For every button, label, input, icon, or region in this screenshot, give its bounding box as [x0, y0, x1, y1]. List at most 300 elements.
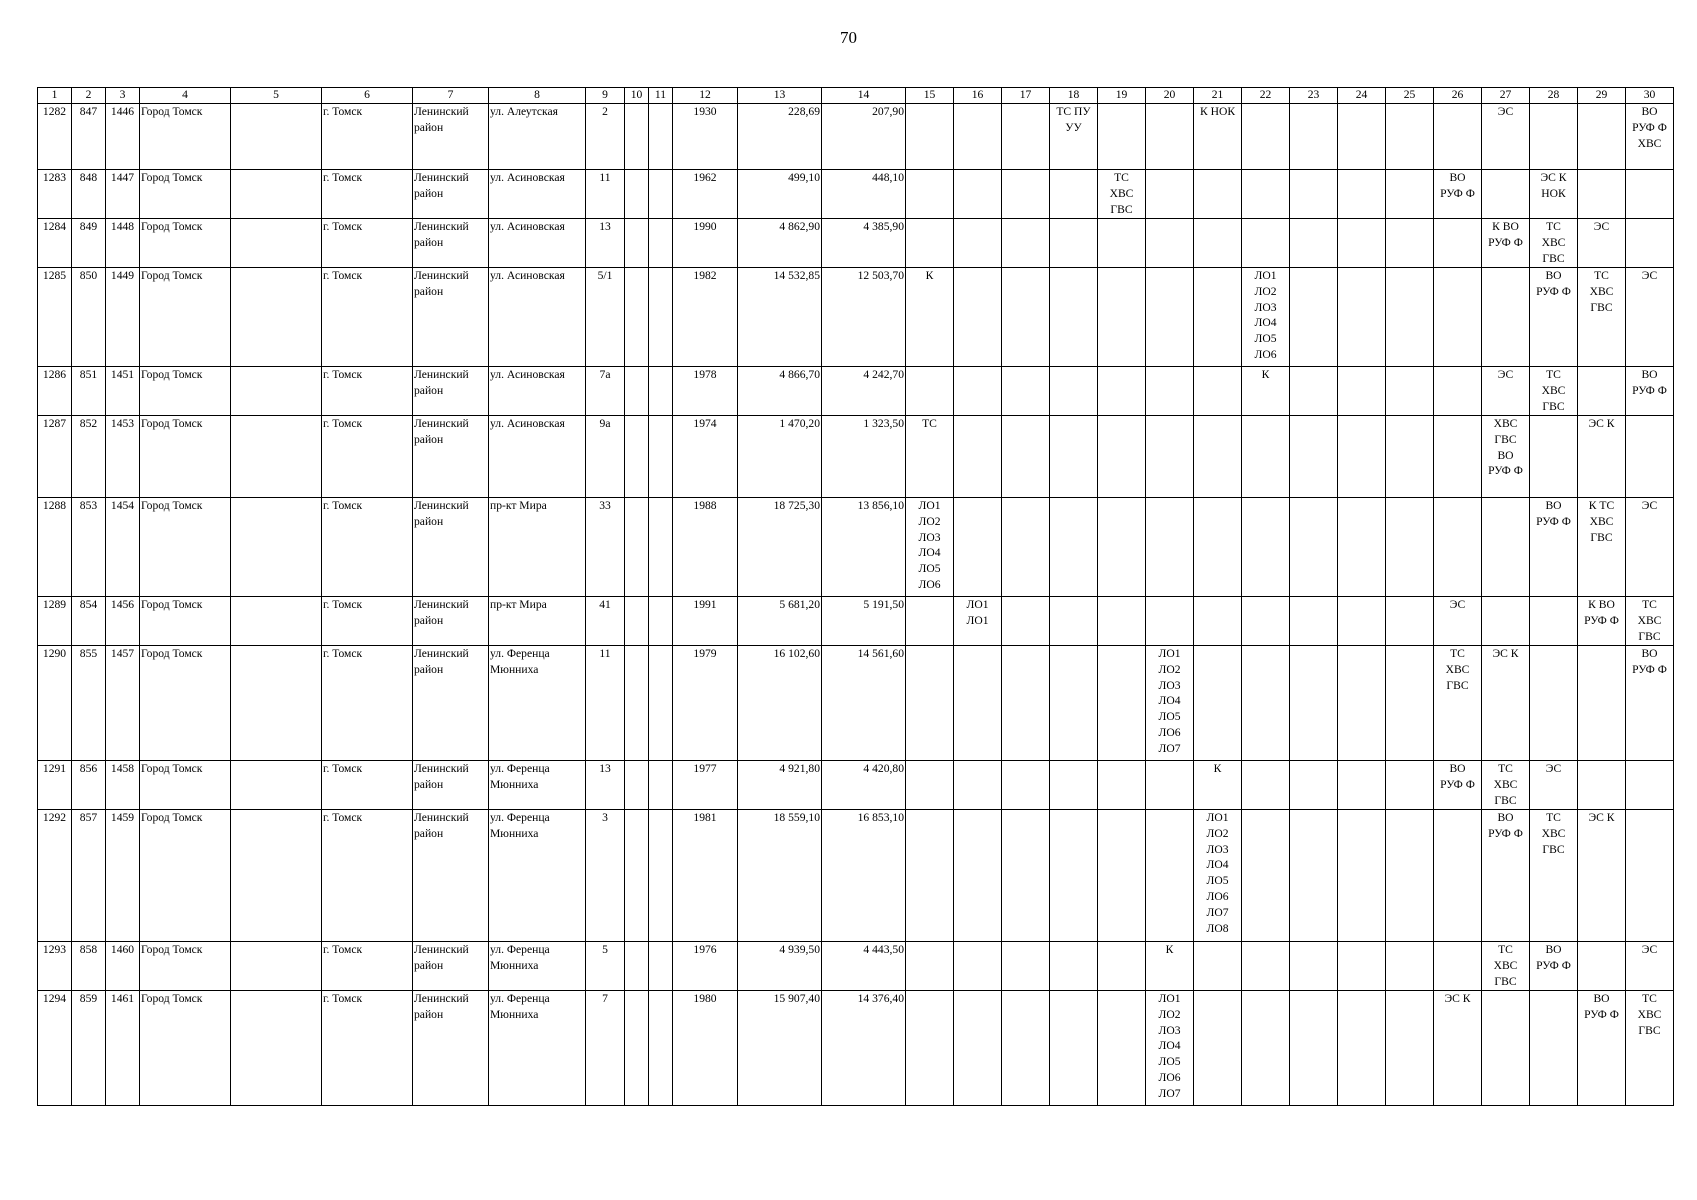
register-table — [37, 87, 1674, 1106]
table-cell-col-17 — [1002, 498, 1050, 597]
table-cell-col-2: 854 — [72, 597, 106, 646]
table-cell-col-22 — [1242, 597, 1290, 646]
table-cell-col-3: 1446 — [106, 104, 140, 170]
table-cell-col-24 — [1338, 268, 1386, 367]
table-cell-col-26: ТС ХВС ГВС — [1434, 646, 1482, 761]
table-cell-col-15 — [906, 810, 954, 942]
table-cell-col-3: 1451 — [106, 367, 140, 416]
table-cell-col-7: Ленинский район — [413, 367, 489, 416]
table-cell-col-25 — [1386, 219, 1434, 268]
table-cell-col-23 — [1290, 597, 1338, 646]
table-cell-col-5 — [231, 991, 322, 1106]
table-cell-col-4: Город Томск — [140, 991, 231, 1106]
table-cell-col-24 — [1338, 991, 1386, 1106]
table-cell-col-16 — [954, 104, 1002, 170]
table-cell-col-7: Ленинский район — [413, 810, 489, 942]
table-cell-col-23 — [1290, 498, 1338, 597]
table-cell-col-15 — [906, 219, 954, 268]
table-cell-col-15 — [906, 942, 954, 991]
table-cell-col-21 — [1194, 170, 1242, 219]
table-cell-col-20 — [1146, 597, 1194, 646]
table-cell-col-5 — [231, 367, 322, 416]
table-cell-col-10 — [625, 416, 649, 498]
table-cell-col-28: ТС ХВС ГВС — [1530, 367, 1578, 416]
table-cell-col-13: 4 866,70 — [738, 367, 822, 416]
table-cell-col-15: ТС — [906, 416, 954, 498]
table-cell-col-17 — [1002, 416, 1050, 498]
table-cell-col-27: ХВС ГВС ВО РУФ Ф — [1482, 416, 1530, 498]
table-cell-col-29: К ТС ХВС ГВС — [1578, 498, 1626, 597]
table-cell-col-6: г. Томск — [322, 991, 413, 1106]
table-cell-col-18 — [1050, 268, 1098, 367]
table-cell-col-12: 1978 — [673, 367, 738, 416]
table-cell-col-9: 3 — [586, 810, 625, 942]
column-header: 2 — [72, 88, 106, 104]
table-cell-col-17 — [1002, 597, 1050, 646]
column-header: 7 — [413, 88, 489, 104]
table-cell-col-22 — [1242, 942, 1290, 991]
table-cell-col-2: 849 — [72, 219, 106, 268]
table-cell-col-23 — [1290, 761, 1338, 810]
column-header: 27 — [1482, 88, 1530, 104]
table-cell-col-8: ул. Ференца Мюнниха — [489, 991, 586, 1106]
table-cell-col-18 — [1050, 498, 1098, 597]
table-cell-col-8: ул. Ференца Мюнниха — [489, 942, 586, 991]
table-cell-col-12: 1988 — [673, 498, 738, 597]
table-cell-col-1: 1289 — [38, 597, 72, 646]
table-cell-col-3: 1454 — [106, 498, 140, 597]
table-cell-col-24 — [1338, 170, 1386, 219]
table-cell-col-16 — [954, 268, 1002, 367]
table-cell-col-3: 1458 — [106, 761, 140, 810]
table-cell-col-8: ул. Асиновская — [489, 219, 586, 268]
table-cell-col-9: 13 — [586, 761, 625, 810]
table-cell-col-19 — [1098, 942, 1146, 991]
table-cell-col-4: Город Томск — [140, 498, 231, 597]
column-header: 18 — [1050, 88, 1098, 104]
table-cell-col-22: К — [1242, 367, 1290, 416]
table-cell-col-16 — [954, 761, 1002, 810]
table-cell-col-19 — [1098, 268, 1146, 367]
table-cell-col-18 — [1050, 597, 1098, 646]
table-cell-col-5 — [231, 268, 322, 367]
table-cell-col-10 — [625, 268, 649, 367]
table-cell-col-9: 2 — [586, 104, 625, 170]
table-cell-col-23 — [1290, 104, 1338, 170]
table-cell-col-14: 4 420,80 — [822, 761, 906, 810]
table-cell-col-3: 1456 — [106, 597, 140, 646]
table-cell-col-8: ул. Ференца Мюнниха — [489, 646, 586, 761]
table-cell-col-21: К НОК — [1194, 104, 1242, 170]
table-cell-col-27: ЭС — [1482, 104, 1530, 170]
table-cell-col-15 — [906, 991, 954, 1106]
table-cell-col-11 — [649, 942, 673, 991]
table-cell-col-4: Город Томск — [140, 367, 231, 416]
table-cell-col-15: ЛО1 ЛО2 ЛО3 ЛО4 ЛО5 ЛО6 — [906, 498, 954, 597]
table-cell-col-12: 1930 — [673, 104, 738, 170]
table-cell-col-6: г. Томск — [322, 810, 413, 942]
table-cell-col-18 — [1050, 367, 1098, 416]
table-cell-col-6: г. Томск — [322, 597, 413, 646]
table-cell-col-20 — [1146, 104, 1194, 170]
table-cell-col-9: 33 — [586, 498, 625, 597]
table-cell-col-27 — [1482, 268, 1530, 367]
table-cell-col-9: 41 — [586, 597, 625, 646]
table-cell-col-10 — [625, 646, 649, 761]
table-cell-col-25 — [1386, 268, 1434, 367]
table-cell-col-28: ТС ХВС ГВС — [1530, 219, 1578, 268]
table-cell-col-17 — [1002, 170, 1050, 219]
table-cell-col-25 — [1386, 104, 1434, 170]
table-cell-col-19 — [1098, 104, 1146, 170]
table-cell-col-12: 1982 — [673, 268, 738, 367]
table-cell-col-16 — [954, 416, 1002, 498]
table-cell-col-29: ВО РУФ Ф — [1578, 991, 1626, 1106]
table-cell-col-12: 1991 — [673, 597, 738, 646]
table-cell-col-17 — [1002, 810, 1050, 942]
table-cell-col-7: Ленинский район — [413, 646, 489, 761]
table-cell-col-17 — [1002, 761, 1050, 810]
table-cell-col-18 — [1050, 170, 1098, 219]
table-cell-col-7: Ленинский район — [413, 219, 489, 268]
table-cell-col-11 — [649, 104, 673, 170]
table-cell-col-11 — [649, 170, 673, 219]
table-row — [38, 498, 1674, 597]
table-cell-col-15 — [906, 646, 954, 761]
table-cell-col-8: ул. Асиновская — [489, 416, 586, 498]
table-cell-col-3: 1457 — [106, 646, 140, 761]
column-header: 9 — [586, 88, 625, 104]
table-cell-col-8: пр-кт Мира — [489, 597, 586, 646]
table-row — [38, 104, 1674, 170]
column-header: 26 — [1434, 88, 1482, 104]
table-cell-col-7: Ленинский район — [413, 104, 489, 170]
column-header-row — [38, 88, 1674, 104]
table-cell-col-15 — [906, 170, 954, 219]
table-cell-col-20 — [1146, 416, 1194, 498]
table-cell-col-30: ТС ХВС ГВС — [1626, 597, 1674, 646]
table-cell-col-18 — [1050, 416, 1098, 498]
table-cell-col-25 — [1386, 991, 1434, 1106]
table-cell-col-18 — [1050, 761, 1098, 810]
table-cell-col-14: 4 385,90 — [822, 219, 906, 268]
table-cell-col-1: 1291 — [38, 761, 72, 810]
table-cell-col-29: ЭС К — [1578, 810, 1626, 942]
table-cell-col-8: ул. Ференца Мюнниха — [489, 810, 586, 942]
table-cell-col-17 — [1002, 991, 1050, 1106]
table-cell-col-28 — [1530, 104, 1578, 170]
table-cell-col-2: 857 — [72, 810, 106, 942]
table-cell-col-22 — [1242, 104, 1290, 170]
page-number: 70 — [840, 28, 857, 47]
table-cell-col-10 — [625, 104, 649, 170]
table-cell-col-10 — [625, 991, 649, 1106]
table-cell-col-13: 18 559,10 — [738, 810, 822, 942]
table-cell-col-23 — [1290, 991, 1338, 1106]
table-cell-col-19 — [1098, 597, 1146, 646]
table-cell-col-29: ТС ХВС ГВС — [1578, 268, 1626, 367]
table-cell-col-25 — [1386, 498, 1434, 597]
table-cell-col-7: Ленинский район — [413, 991, 489, 1106]
table-cell-col-6: г. Томск — [322, 942, 413, 991]
table-cell-col-16 — [954, 991, 1002, 1106]
table-cell-col-10 — [625, 942, 649, 991]
table-cell-col-22 — [1242, 810, 1290, 942]
table-cell-col-11 — [649, 416, 673, 498]
table-row — [38, 991, 1674, 1106]
table-cell-col-2: 859 — [72, 991, 106, 1106]
table-cell-col-12: 1977 — [673, 761, 738, 810]
table-cell-col-29: ЭС — [1578, 219, 1626, 268]
table-cell-col-26 — [1434, 104, 1482, 170]
table-cell-col-26: ВО РУФ Ф — [1434, 170, 1482, 219]
table-cell-col-15 — [906, 597, 954, 646]
column-header: 16 — [954, 88, 1002, 104]
table-cell-col-24 — [1338, 416, 1386, 498]
table-cell-col-23 — [1290, 942, 1338, 991]
table-row — [38, 416, 1674, 498]
table-cell-col-14: 12 503,70 — [822, 268, 906, 367]
table-cell-col-30: ЭС — [1626, 942, 1674, 991]
table-cell-col-3: 1448 — [106, 219, 140, 268]
table-row — [38, 942, 1674, 991]
table-cell-col-30 — [1626, 416, 1674, 498]
table-cell-col-5 — [231, 219, 322, 268]
table-cell-col-15 — [906, 367, 954, 416]
column-header: 22 — [1242, 88, 1290, 104]
table-cell-col-1: 1294 — [38, 991, 72, 1106]
table-cell-col-8: ул. Ференца Мюнниха — [489, 761, 586, 810]
table-cell-col-7: Ленинский район — [413, 597, 489, 646]
table-cell-col-28: ВО РУФ Ф — [1530, 268, 1578, 367]
table-cell-col-23 — [1290, 268, 1338, 367]
table-cell-col-15 — [906, 761, 954, 810]
table-cell-col-1: 1286 — [38, 367, 72, 416]
table-cell-col-17 — [1002, 104, 1050, 170]
table-cell-col-14: 448,10 — [822, 170, 906, 219]
table-cell-col-1: 1283 — [38, 170, 72, 219]
table-cell-col-15: К — [906, 268, 954, 367]
table-cell-col-28: ЭС К НОК — [1530, 170, 1578, 219]
column-header: 20 — [1146, 88, 1194, 104]
table-cell-col-2: 858 — [72, 942, 106, 991]
table-cell-col-22 — [1242, 646, 1290, 761]
table-cell-col-24 — [1338, 942, 1386, 991]
table-cell-col-9: 7 — [586, 991, 625, 1106]
table-row — [38, 268, 1674, 367]
table-cell-col-10 — [625, 597, 649, 646]
table-cell-col-2: 847 — [72, 104, 106, 170]
table-cell-col-3: 1459 — [106, 810, 140, 942]
table-cell-col-25 — [1386, 416, 1434, 498]
table-cell-col-5 — [231, 942, 322, 991]
table-cell-col-25 — [1386, 367, 1434, 416]
table-cell-col-18 — [1050, 991, 1098, 1106]
table-cell-col-4: Город Томск — [140, 170, 231, 219]
table-cell-col-27 — [1482, 597, 1530, 646]
table-cell-col-30 — [1626, 761, 1674, 810]
table-cell-col-24 — [1338, 761, 1386, 810]
table-cell-col-3: 1449 — [106, 268, 140, 367]
table-cell-col-29: ЭС К — [1578, 416, 1626, 498]
table-cell-col-4: Город Томск — [140, 761, 231, 810]
table-cell-col-21 — [1194, 367, 1242, 416]
table-cell-col-16 — [954, 219, 1002, 268]
table-cell-col-2: 855 — [72, 646, 106, 761]
table-cell-col-29 — [1578, 104, 1626, 170]
table-cell-col-21 — [1194, 597, 1242, 646]
table-cell-col-19 — [1098, 416, 1146, 498]
table-cell-col-26 — [1434, 219, 1482, 268]
table-cell-col-9: 13 — [586, 219, 625, 268]
table-cell-col-2: 850 — [72, 268, 106, 367]
table-cell-col-24 — [1338, 646, 1386, 761]
table-cell-col-25 — [1386, 942, 1434, 991]
column-header: 25 — [1386, 88, 1434, 104]
table-cell-col-4: Город Томск — [140, 219, 231, 268]
table-row — [38, 597, 1674, 646]
table-cell-col-4: Город Томск — [140, 810, 231, 942]
table-cell-col-9: 5 — [586, 942, 625, 991]
table-cell-col-13: 5 681,20 — [738, 597, 822, 646]
table-cell-col-13: 228,69 — [738, 104, 822, 170]
table-cell-col-5 — [231, 597, 322, 646]
table-row — [38, 646, 1674, 761]
table-cell-col-27: ТС ХВС ГВС — [1482, 942, 1530, 991]
table-cell-col-21 — [1194, 219, 1242, 268]
table-cell-col-11 — [649, 810, 673, 942]
table-cell-col-22: ЛО1 ЛО2 ЛО3 ЛО4 ЛО5 ЛО6 — [1242, 268, 1290, 367]
table-row — [38, 170, 1674, 219]
table-cell-col-8: ул. Алеутская — [489, 104, 586, 170]
table-cell-col-17 — [1002, 646, 1050, 761]
table-cell-col-14: 207,90 — [822, 104, 906, 170]
table-cell-col-23 — [1290, 219, 1338, 268]
table-cell-col-8: пр-кт Мира — [489, 498, 586, 597]
table-cell-col-24 — [1338, 597, 1386, 646]
table-cell-col-20 — [1146, 219, 1194, 268]
table-cell-col-4: Город Томск — [140, 416, 231, 498]
table-cell-col-30: ВО РУФ Ф — [1626, 646, 1674, 761]
table-cell-col-1: 1287 — [38, 416, 72, 498]
table-cell-col-10 — [625, 367, 649, 416]
table-cell-col-13: 1 470,20 — [738, 416, 822, 498]
table-cell-col-7: Ленинский район — [413, 268, 489, 367]
table-cell-col-30: ТС ХВС ГВС — [1626, 991, 1674, 1106]
table-cell-col-1: 1282 — [38, 104, 72, 170]
table-cell-col-5 — [231, 104, 322, 170]
table-cell-col-26: ЭС — [1434, 597, 1482, 646]
table-cell-col-6: г. Томск — [322, 170, 413, 219]
table-cell-col-13: 4 939,50 — [738, 942, 822, 991]
table-cell-col-11 — [649, 597, 673, 646]
table-row — [38, 761, 1674, 810]
table-cell-col-5 — [231, 170, 322, 219]
table-cell-col-13: 4 862,90 — [738, 219, 822, 268]
table-cell-col-20 — [1146, 810, 1194, 942]
table-cell-col-27 — [1482, 991, 1530, 1106]
table-cell-col-28: ТС ХВС ГВС — [1530, 810, 1578, 942]
table-cell-col-6: г. Томск — [322, 761, 413, 810]
table-cell-col-24 — [1338, 367, 1386, 416]
table-cell-col-24 — [1338, 104, 1386, 170]
table-cell-col-16 — [954, 646, 1002, 761]
table-cell-col-21 — [1194, 498, 1242, 597]
table-cell-col-20 — [1146, 170, 1194, 219]
table-cell-col-20: ЛО1 ЛО2 ЛО3 ЛО4 ЛО5 ЛО6 ЛО7 — [1146, 646, 1194, 761]
table-cell-col-14: 14 561,60 — [822, 646, 906, 761]
table-cell-col-27 — [1482, 498, 1530, 597]
table-cell-col-12: 1974 — [673, 416, 738, 498]
table-cell-col-4: Город Томск — [140, 104, 231, 170]
table-cell-col-11 — [649, 761, 673, 810]
table-cell-col-2: 856 — [72, 761, 106, 810]
table-cell-col-15 — [906, 104, 954, 170]
table-cell-col-10 — [625, 219, 649, 268]
table-cell-col-25 — [1386, 646, 1434, 761]
table-cell-col-20 — [1146, 761, 1194, 810]
table-cell-col-9: 9а — [586, 416, 625, 498]
table-cell-col-9: 11 — [586, 646, 625, 761]
table-cell-col-19 — [1098, 991, 1146, 1106]
table-cell-col-19 — [1098, 646, 1146, 761]
table-cell-col-23 — [1290, 170, 1338, 219]
table-cell-col-26 — [1434, 498, 1482, 597]
table-row — [38, 810, 1674, 942]
table-cell-col-14: 14 376,40 — [822, 991, 906, 1106]
table-cell-col-16 — [954, 367, 1002, 416]
table-cell-col-28 — [1530, 646, 1578, 761]
table-cell-col-16 — [954, 170, 1002, 219]
table-cell-col-25 — [1386, 597, 1434, 646]
table-cell-col-29 — [1578, 942, 1626, 991]
column-header: 24 — [1338, 88, 1386, 104]
column-header: 21 — [1194, 88, 1242, 104]
table-cell-col-14: 1 323,50 — [822, 416, 906, 498]
table-cell-col-23 — [1290, 646, 1338, 761]
table-cell-col-11 — [649, 268, 673, 367]
table-cell-col-20 — [1146, 367, 1194, 416]
table-cell-col-14: 4 443,50 — [822, 942, 906, 991]
table-cell-col-20: К — [1146, 942, 1194, 991]
table-cell-col-8: ул. Асиновская — [489, 367, 586, 416]
column-header: 10 — [625, 88, 649, 104]
table-cell-col-22 — [1242, 170, 1290, 219]
table-cell-col-29 — [1578, 646, 1626, 761]
table-cell-col-20: ЛО1 ЛО2 ЛО3 ЛО4 ЛО5 ЛО6 ЛО7 — [1146, 991, 1194, 1106]
table-cell-col-11 — [649, 367, 673, 416]
table-cell-col-22 — [1242, 991, 1290, 1106]
table-cell-col-10 — [625, 170, 649, 219]
table-cell-col-19 — [1098, 367, 1146, 416]
table-cell-col-29: К ВО РУФ Ф — [1578, 597, 1626, 646]
table-cell-col-28: ВО РУФ Ф — [1530, 942, 1578, 991]
column-header: 11 — [649, 88, 673, 104]
table-cell-col-24 — [1338, 219, 1386, 268]
table-cell-col-19 — [1098, 498, 1146, 597]
table-cell-col-7: Ленинский район — [413, 170, 489, 219]
table-cell-col-5 — [231, 761, 322, 810]
table-cell-col-11 — [649, 991, 673, 1106]
table-cell-col-20 — [1146, 498, 1194, 597]
table-cell-col-21 — [1194, 268, 1242, 367]
table-cell-col-26 — [1434, 942, 1482, 991]
table-cell-col-8: ул. Асиновская — [489, 170, 586, 219]
table-cell-col-19: ТС ХВС ГВС — [1098, 170, 1146, 219]
table-cell-col-12: 1981 — [673, 810, 738, 942]
column-header: 30 — [1626, 88, 1674, 104]
table-cell-col-2: 853 — [72, 498, 106, 597]
